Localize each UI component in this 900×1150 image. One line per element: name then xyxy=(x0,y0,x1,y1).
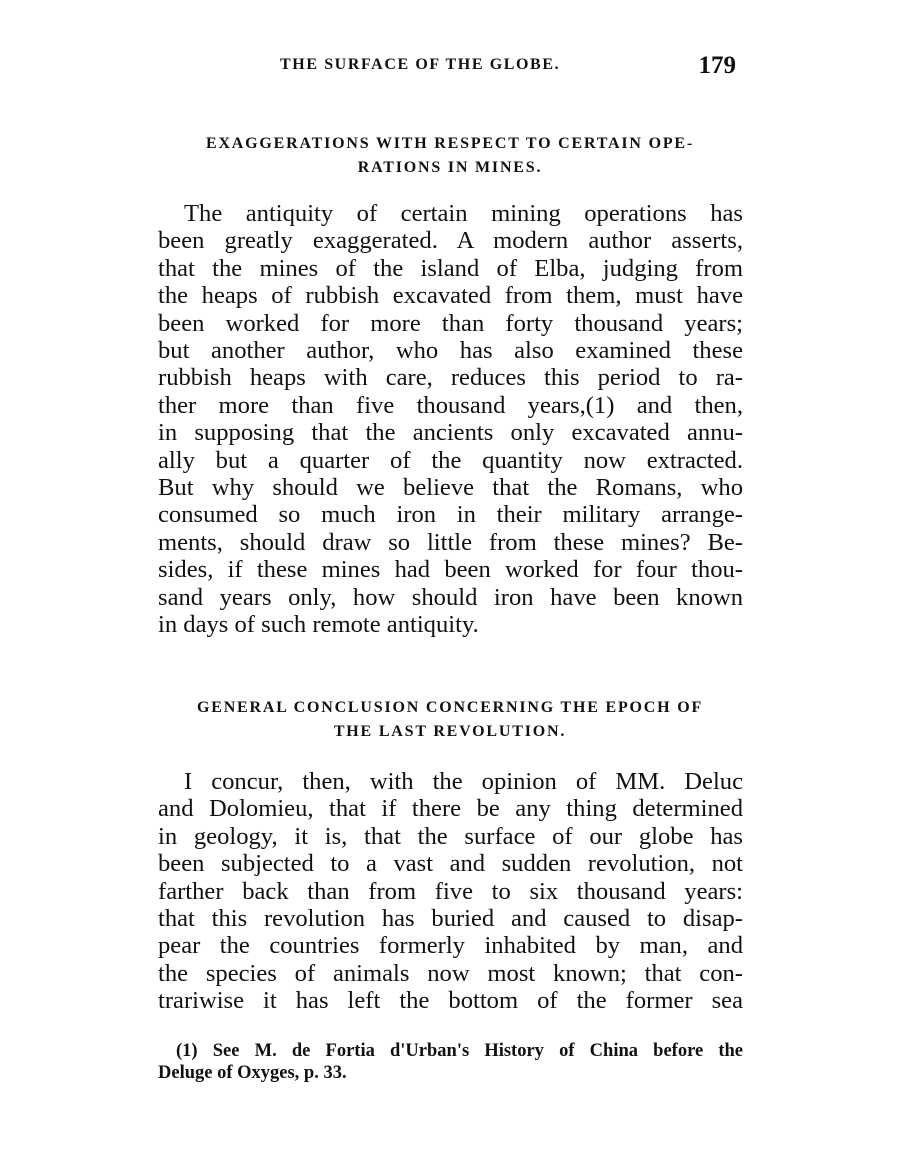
text-line: rubbish heaps with care, reduces this period to ra- xyxy=(158,364,743,392)
text-line: But why should we believe that the Romans, who xyxy=(158,474,743,502)
running-title: THE SURFACE OF THE GLOBE. xyxy=(280,56,561,73)
text-line: I concur, then, with the opinion of MM. Deluc xyxy=(184,768,743,795)
section-heading-conclusion xyxy=(150,696,750,744)
text-line: the heaps of rubbish excavated from them, must have xyxy=(158,282,743,310)
text-line: ther more than five thousand years,(1) and then, xyxy=(158,391,743,419)
text-line: the species of animals now most known; that con- xyxy=(158,959,743,987)
text-line: sand years only, how should iron have been known xyxy=(158,583,743,611)
paragraph-conclusion xyxy=(158,768,743,1015)
text-line: in supposing that the ancients only excavated annu- xyxy=(158,419,743,447)
section-heading-mines xyxy=(150,132,750,180)
text-line: that this revolution has buried and caused to disap- xyxy=(158,905,743,933)
text-line: but another author, who has also examined these xyxy=(158,337,743,365)
text-line: consumed so much iron in their military arrange- xyxy=(158,501,743,529)
text-line: in geology, it is, that the surface of our globe has xyxy=(158,822,743,850)
footnote xyxy=(158,1040,743,1084)
heading-line: RATIONS IN MINES. xyxy=(357,159,543,176)
text-line: been greatly exaggerated. A modern author asserts, xyxy=(158,227,743,255)
text-line: ally but a quarter of the quantity now extracted. xyxy=(158,446,743,474)
heading-line: GENERAL CONCLUSION CONCERNING THE EPOCH OF xyxy=(196,699,704,716)
running-head xyxy=(158,52,740,82)
text-line: pear the countries formerly inhabited by man, and xyxy=(158,932,743,960)
text-line: ments, should draw so little from these mines? Be- xyxy=(158,528,743,556)
text-line: been subjected to a vast and sudden revolution, not xyxy=(158,850,743,878)
page-number: 179 xyxy=(698,52,736,79)
paragraph-mines xyxy=(158,200,743,639)
text-line: farther back than from five to six thousand years: xyxy=(158,877,743,905)
text-line: in days of such remote antiquity. xyxy=(158,611,479,639)
heading-line: EXAGGERATIONS WITH RESPECT TO CERTAIN OPE- xyxy=(205,135,695,152)
text-line: The antiquity of certain mining operations has xyxy=(184,200,743,227)
text-line: sides, if these mines had been worked for four thou- xyxy=(158,556,743,584)
heading-line: THE LAST REVOLUTION. xyxy=(333,723,567,740)
text-line: and Dolomieu, that if there be any thing determined xyxy=(158,795,743,823)
text-line: trariwise it has left the bottom of the former sea xyxy=(158,987,743,1015)
footnote-line: (1) See M. de Fortia d'Urban's History of China before the xyxy=(176,1041,743,1061)
text-line: that the mines of the island of Elba, judging from xyxy=(158,254,743,282)
footnote-line: Deluge of Oxyges, p. 33. xyxy=(158,1063,347,1083)
text-line: been worked for more than forty thousand years; xyxy=(158,309,743,337)
